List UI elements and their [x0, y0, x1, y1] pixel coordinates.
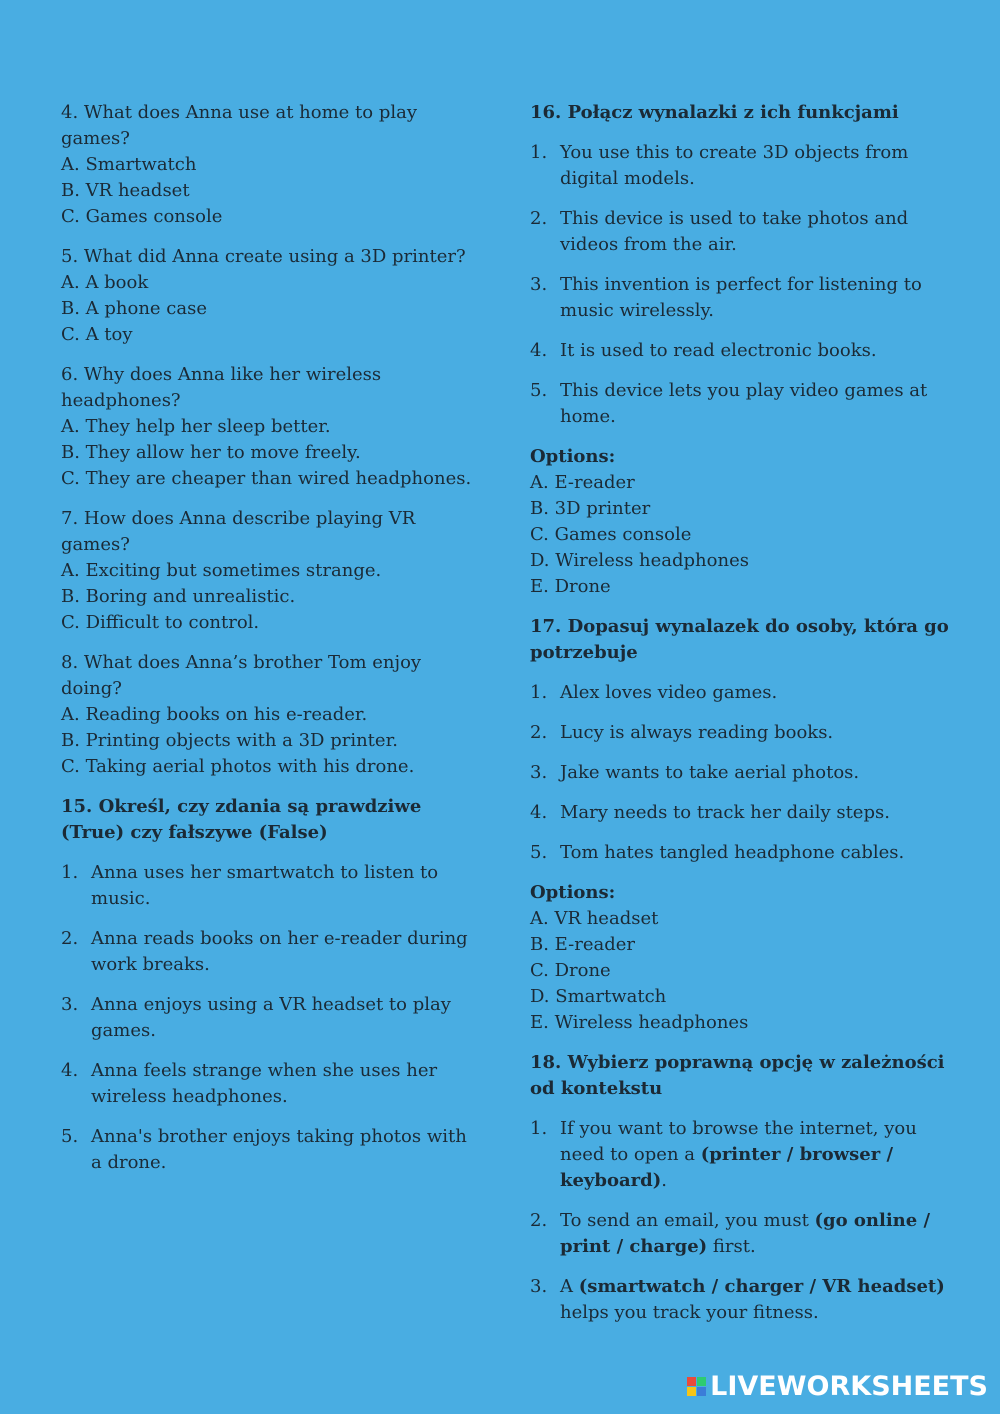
list-item — [61, 1058, 481, 1110]
section-17-heading: 17. Dopasuj wynalazek do osoby, która go potrzebuje — [530, 616, 949, 663]
section-16-list — [530, 140, 950, 430]
right-column — [530, 100, 950, 1340]
list-item — [530, 840, 950, 866]
item-text — [560, 1116, 950, 1194]
section-15 — [61, 794, 481, 1176]
item-text: You use this to create 3D objects from digital models. — [560, 142, 909, 189]
option-item: B. E-reader — [530, 934, 635, 955]
list-item — [530, 720, 950, 746]
answer-option: C. Games console — [61, 206, 223, 227]
question-text: 5. What did Anna create using a 3D printer? — [61, 246, 466, 267]
item-number: 2. — [530, 722, 548, 743]
question-text: 8. What does Anna’s brother Tom enjoy doing? — [61, 652, 422, 699]
item-number: 3. — [530, 762, 548, 783]
answer-option: A. Smartwatch — [61, 154, 197, 175]
section-16 — [530, 100, 950, 600]
answer-option: C. Taking aerial photos with his drone. — [61, 756, 415, 777]
option-item: E. Wireless headphones — [530, 1012, 749, 1033]
logo-square — [687, 1377, 696, 1386]
answer-option: A. They help her sleep better. — [61, 416, 331, 437]
option-item: D. Wireless headphones — [530, 550, 749, 571]
option-item: E. Drone — [530, 576, 611, 597]
answer-option: B. A phone case — [61, 298, 208, 319]
answer-option: A. Exciting but sometimes strange. — [61, 560, 382, 581]
question-text: 4. What does Anna use at home to play games? — [61, 102, 418, 149]
option-item: B. 3D printer — [530, 498, 651, 519]
section-18-heading: 18. Wybierz poprawną opcję w zależności od kontekstu — [530, 1052, 945, 1099]
section-17-list — [530, 680, 950, 866]
options-title: Options: — [530, 882, 616, 903]
question-block — [61, 362, 481, 492]
list-item — [61, 1124, 481, 1176]
list-item — [530, 272, 950, 324]
question-block — [61, 244, 481, 348]
list-item — [61, 926, 481, 978]
liveworksheets-logo-icon — [687, 1377, 706, 1396]
list-item — [530, 140, 950, 192]
choice-options: (printer / browser / keyboard) — [560, 1144, 894, 1191]
item-text: Anna feels strange when she uses her wireless headphones. — [91, 1060, 438, 1107]
item-text: Jake wants to take aerial photos. — [560, 762, 860, 783]
logo-square — [687, 1387, 696, 1396]
item-number: 3. — [530, 274, 548, 295]
item-text: Tom hates tangled headphone cables. — [560, 842, 905, 863]
item-number: 5. — [530, 380, 548, 401]
logo-square — [697, 1377, 706, 1386]
item-text: This invention is perfect for listening to music wirelessly. — [560, 274, 922, 321]
question-text: 6. Why does Anna like her wireless headphones? — [61, 364, 382, 411]
item-number: 4. — [530, 340, 548, 361]
choice-options: (go online / print / charge) — [560, 1210, 931, 1257]
list-item — [530, 1274, 950, 1326]
choice-options: (smartwatch / charger / VR headset) — [578, 1276, 945, 1297]
section-17-options — [530, 880, 950, 1036]
answer-option: A. Reading books on his e-reader. — [61, 704, 368, 725]
option-item: C. Drone — [530, 960, 611, 981]
item-number: 1. — [530, 1118, 548, 1139]
logo-square — [697, 1387, 706, 1396]
section-15-list — [61, 860, 481, 1176]
sentence-end: helps you track your fitness. — [560, 1302, 819, 1323]
list-item — [61, 860, 481, 912]
answer-option: B. VR headset — [61, 180, 190, 201]
answer-option: A. A book — [61, 272, 149, 293]
item-number: 4. — [530, 802, 548, 823]
sentence-start: To send an email, you must — [560, 1210, 815, 1231]
item-number: 4. — [61, 1060, 79, 1081]
section-18-list — [530, 1116, 950, 1326]
option-item: C. Games console — [530, 524, 692, 545]
item-text: Mary needs to track her daily steps. — [560, 802, 890, 823]
list-item — [530, 206, 950, 258]
section-17 — [530, 614, 950, 1036]
option-item: D. Smartwatch — [530, 986, 667, 1007]
question-block — [61, 506, 481, 636]
section-15-heading: 15. Określ, czy zdania są prawdziwe (True) czy fałszywe (False) — [61, 796, 422, 843]
item-number: 3. — [530, 1276, 548, 1297]
options-title: Options: — [530, 446, 616, 467]
option-item: A. VR headset — [530, 908, 659, 929]
item-text: This device is used to take photos and videos from the air. — [560, 208, 909, 255]
list-item — [530, 680, 950, 706]
liveworksheets-logo — [687, 1371, 988, 1402]
item-text — [560, 1274, 950, 1326]
option-item: A. E-reader — [530, 472, 635, 493]
answer-option: B. Boring and unrealistic. — [61, 586, 296, 607]
item-number: 5. — [61, 1126, 79, 1147]
list-item — [530, 800, 950, 826]
list-item — [530, 1208, 950, 1260]
list-item — [530, 378, 950, 430]
item-number: 2. — [61, 928, 79, 949]
item-number: 1. — [530, 682, 548, 703]
section-18 — [530, 1050, 950, 1326]
comprehension-questions — [61, 100, 481, 780]
item-text: Anna enjoys using a VR headset to play games. — [91, 994, 451, 1041]
list-item — [61, 992, 481, 1044]
list-item — [530, 338, 950, 364]
answer-option: C. They are cheaper than wired headphones. — [61, 468, 472, 489]
item-text — [560, 1208, 950, 1260]
list-item — [530, 1116, 950, 1194]
item-number: 1. — [530, 142, 548, 163]
section-16-heading: 16. Połącz wynalazki z ich funkcjami — [530, 102, 899, 123]
answer-option: C. Difficult to control. — [61, 612, 260, 633]
item-number: 2. — [530, 208, 548, 229]
question-text: 7. How does Anna describe playing VR games? — [61, 508, 416, 555]
question-block — [61, 100, 481, 230]
logo-text: LIVEWORKSHEETS — [710, 1371, 988, 1402]
sentence-end: . — [661, 1170, 667, 1191]
section-16-options — [530, 444, 950, 600]
sentence-start: A — [560, 1276, 579, 1297]
item-text: Alex loves video games. — [560, 682, 778, 703]
sentence-start: If you want to browse the internet, you need to open a — [560, 1118, 917, 1165]
item-number: 3. — [61, 994, 79, 1015]
item-text: Anna's brother enjoys taking photos with a drone. — [91, 1126, 467, 1173]
item-text: Anna uses her smartwatch to listen to music. — [91, 862, 439, 909]
sentence-end: first. — [707, 1236, 756, 1257]
answer-option: C. A toy — [61, 324, 133, 345]
question-block — [61, 650, 481, 780]
answer-option: B. They allow her to move freely. — [61, 442, 361, 463]
item-text: This device lets you play video games at home. — [560, 380, 928, 427]
item-text: It is used to read electronic books. — [560, 340, 877, 361]
item-number: 5. — [530, 842, 548, 863]
item-number: 1. — [61, 862, 79, 883]
list-item — [530, 760, 950, 786]
answer-option: B. Printing objects with a 3D printer. — [61, 730, 398, 751]
item-text: Lucy is always reading books. — [560, 722, 834, 743]
item-number: 2. — [530, 1210, 548, 1231]
left-column — [61, 100, 481, 1190]
item-text: Anna reads books on her e-reader during work breaks. — [91, 928, 468, 975]
